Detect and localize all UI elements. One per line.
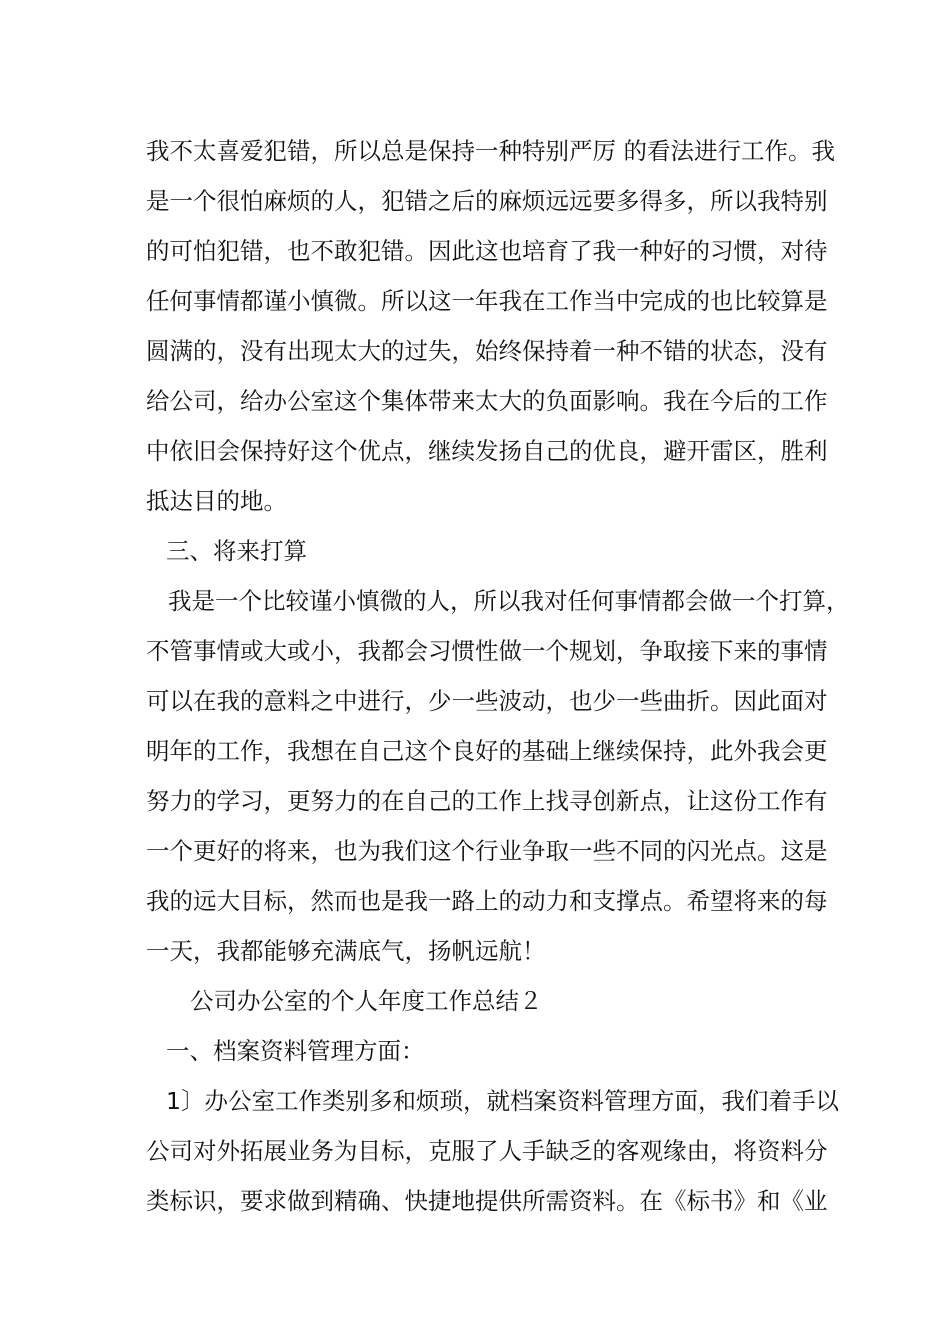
text-line: 可以在我的意料之中进行，少一些波动，也少一些曲折。因此面对 <box>146 687 828 715</box>
text-line: 努力的学习，更努力的在自己的工作上找寻创新点，让这份工作有 <box>146 787 828 815</box>
text-line: 一个更好的将来，也为我们这个行业争取一些不同的闪光点。这是 <box>146 837 828 865</box>
text-line: 任何事情都谨小慎微。所以这一年我在工作当中完成的也比较算是 <box>146 287 828 315</box>
text-line: 1〕办公室工作类别多和烦琐，就档案资料管理方面，我们着手以 <box>166 1087 839 1115</box>
text-line: 一天，我都能够充满底气，扬帆远航！ <box>146 937 546 965</box>
text-line: 圆满的，没有出现太大的过失，始终保持着一种不错的状态，没有 <box>146 337 828 365</box>
text-line: 的可怕犯错，也不敢犯错。因此这也培育了我一种好的习惯，对待 <box>146 237 828 265</box>
text-line: 明年的工作，我想在自己这个良好的基础上继续保持，此外我会更 <box>146 737 828 765</box>
section-heading: 一、档案资料管理方面： <box>166 1037 425 1065</box>
text-line: 是一个很怕麻烦的人，犯错之后的麻烦远远要多得多，所以我特别 <box>146 187 828 215</box>
text-line: 我是一个比较谨小慎微的人，所以我对任何事情都会做一个打算， <box>168 587 850 615</box>
text-line: 给公司，给办公室这个集体带来太大的负面影响。我在今后的工作 <box>146 387 828 415</box>
text-line: 我的远大目标，然而也是我一路上的动力和支撑点。希望将来的每 <box>146 887 828 915</box>
text-line: 不管事情或大或小，我都会习惯性做一个规划，争取接下来的事情 <box>146 637 828 665</box>
text-line: 我不太喜爱犯错，所以总是保持一种特别严厉 的看法进行工作。我 <box>146 137 835 165</box>
section-heading: 三、将来打算 <box>166 537 307 565</box>
text-line: 中依旧会保持好这个优点，继续发扬自己的优良，避开雷区，胜利 <box>146 437 828 465</box>
text-line: 抵达目的地。 <box>146 487 287 515</box>
document-title: 公司办公室的个人年度工作总结２ <box>190 987 543 1015</box>
text-line: 类标识，要求做到精确、快捷地提供所需资料。在《标书》和《业 <box>146 1187 828 1215</box>
text-line: 公司对外拓展业务为目标，克服了人手缺乏的客观缘由，将资料分 <box>146 1137 828 1165</box>
